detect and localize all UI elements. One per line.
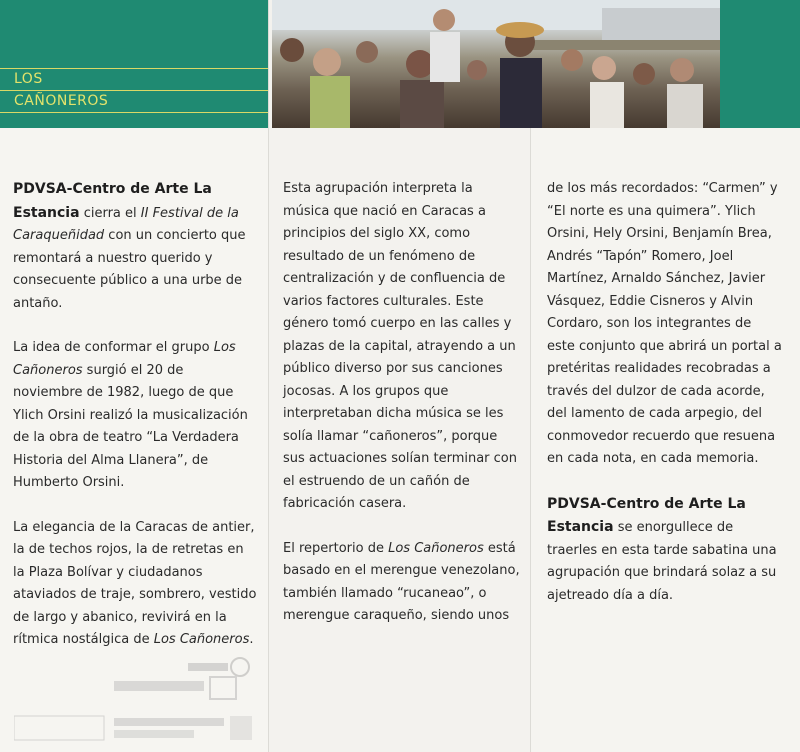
title-rule-middle xyxy=(0,90,268,91)
column-3-paragraph-1: de los más recordados: “Carmen” y “El norte es una quimera”. Ylich Orsini, Hely Orsini, Benjamín Brea, Andrés “Tapón” Romero, Joel Martínez, Arnaldo Sánchez, Javier Vásquez, Eddie Cisneros y Alvin Cordaro, son los integrantes de este conjunto que abrirá un portal a pretéritas realidades recobradas a través del dulzor de cada acorde, del lamento de cada arpegio, del conmovedor recuerdo que resuena en cada nota, en cada memoria. xyxy=(547,181,782,466)
title-rule-top xyxy=(0,68,268,69)
column-3 xyxy=(547,178,782,629)
group-name: Los Cañoneros xyxy=(153,632,250,647)
audience-photo-illustration xyxy=(272,0,720,128)
column-1-paragraph-1: PDVSA-Centro de Arte La Estancia cierra el II Festival de la Caraqueñidad con un concierto que remontará a nuestro querido y consecuente público a una urbe de antaño. xyxy=(13,181,246,311)
title-line-1: LOS xyxy=(14,71,43,87)
column-2-paragraph-2: El repertorio de Los Cañoneros está basado en el merengue venezolano, también llamado “rucaneao”, o merengue caraqueño, siendo unos xyxy=(283,540,520,623)
column-3-paragraph-2: PDVSA-Centro de Arte La Estancia se enorgullece de traerles en esta tarde sabatina una agrupación que brindará solaz a su ajetreado día a día. xyxy=(547,495,777,603)
group-name: Los Cañoneros xyxy=(13,340,236,378)
government-logo-mirrored xyxy=(14,712,254,744)
pdvsa-logo-mirrored xyxy=(110,655,260,705)
column-1-paragraph-3: La elegancia de la Caracas de antier, la de techos rojos, la de retretas en la Plaza Bolívar y ciudadanos ataviados de traje, sombrero, vestido de largo y abanico, revivirá en la rítmica nostálgica de Los Cañoneros. xyxy=(13,519,257,647)
title-line-2: CAÑONEROS xyxy=(14,93,109,109)
column-1 xyxy=(13,178,257,674)
title-rule-bottom xyxy=(0,112,268,113)
header-green-bar-right xyxy=(720,0,800,128)
column-1-paragraph-2: La idea de conformar el grupo Los Cañoneros surgió el 20 de noviembre de 1982, luego de que Ylich Orsini realizó la musicalización de la obra de teatro “La Verdadera Historia del Alma Llanera”, de Humberto Orsini. xyxy=(13,340,248,490)
venue-name: PDVSA-Centro de Arte La Estancia xyxy=(13,181,212,221)
group-name: Los Cañoneros xyxy=(388,540,484,556)
venue-name: PDVSA-Centro de Arte La Estancia xyxy=(547,495,746,535)
column-2 xyxy=(283,178,523,650)
festival-name: II Festival de la Caraqueñidad xyxy=(13,205,239,243)
audience-photo xyxy=(272,0,720,128)
column-2-paragraph-1: Esta agrupación interpreta la música que nació en Caracas a principios del siglo XX, como resultado de un fenómeno de centralización y de confluencia de varios factores culturales. Este género tomó cuerpo en las calles y plazas de la capital, atrayendo a un público diverso por sus canciones jocosas. A los grupos que interpretaban dicha música se les solía llamar “cañoneros”, porque sus actuaciones solían terminar con el estruendo de un cañón de fabricación casera. xyxy=(283,181,517,511)
